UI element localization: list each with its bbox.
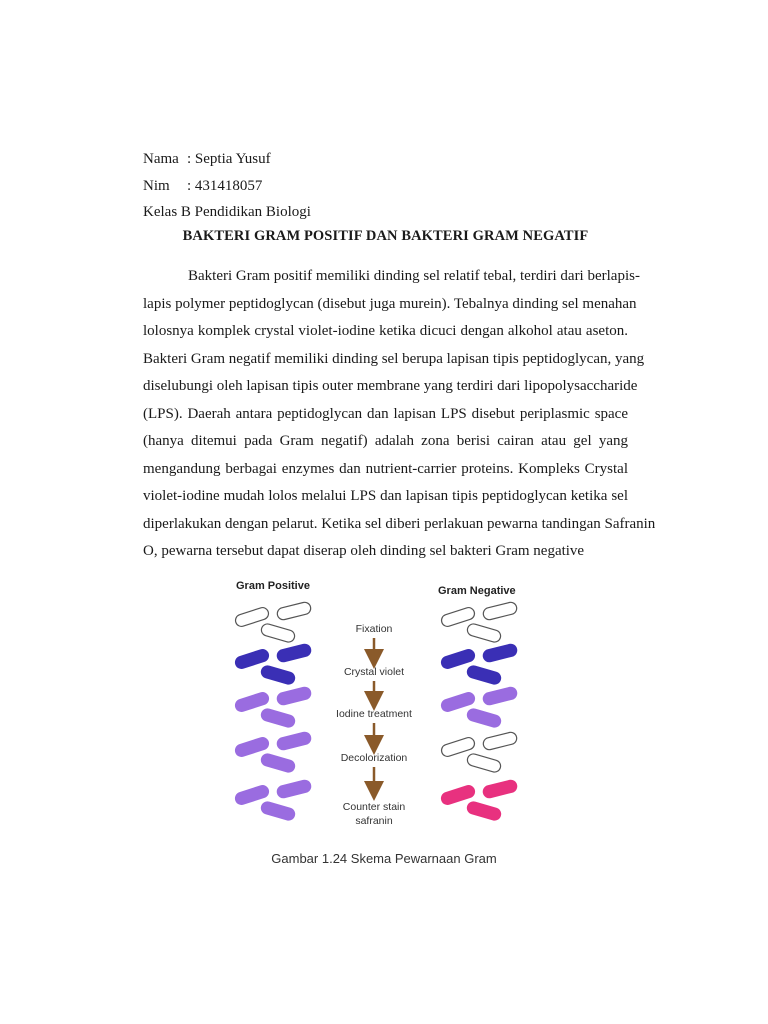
step-counter-stain: Counter stain xyxy=(342,801,406,813)
gram-positive-bacterium-cell xyxy=(276,643,312,663)
gram-negative-bacterium-cell xyxy=(482,686,518,706)
right-cells xyxy=(440,601,518,821)
figure-caption: Gambar 1.24 Skema Pewarnaan Gram xyxy=(271,851,497,866)
paragraph-line: (hanya ditemui pada Gram negatif) adalah zona berisi cairan atau gel yang xyxy=(143,433,628,449)
gram-positive-bacterium-cell xyxy=(260,665,296,686)
gram-negative-bacterium-cell xyxy=(466,623,502,644)
left-cells xyxy=(234,601,312,821)
name-value: : Septia Yusuf xyxy=(187,151,271,167)
student-info xyxy=(143,146,311,226)
gram-negative-bacterium-cell xyxy=(466,753,502,774)
document-title: BAKTERI GRAM POSITIF DAN BAKTERI GRAM NEGATIF xyxy=(182,228,589,244)
gram-positive-bacterium-cell xyxy=(276,601,312,621)
nim-row xyxy=(143,173,311,200)
step-safranin: safranin xyxy=(355,815,393,827)
name-label: Nama xyxy=(143,151,179,167)
gram-stain-figure xyxy=(228,573,540,835)
gram-positive-bacterium-cell xyxy=(260,623,296,644)
gram-negative-bacterium-cell xyxy=(482,731,518,751)
step-iodine-treatment: Iodine treatment xyxy=(336,708,412,720)
paragraph-line: Bakteri Gram negatif memiliki dinding sel berupa lapisan tipis peptidoglycan, yang xyxy=(143,350,645,367)
gram-negative-bacterium-cell xyxy=(466,665,502,686)
gram-negative-bacterium-cell xyxy=(482,779,518,799)
gram-negative-bacterium-cell xyxy=(466,708,502,729)
gram-negative-bacterium-cell xyxy=(466,801,502,822)
gram-positive-bacterium-cell xyxy=(260,753,296,774)
gram-positive-heading: Gram Positive xyxy=(236,580,310,592)
step-decolorization: Decolorization xyxy=(340,752,408,764)
paragraph xyxy=(143,263,656,566)
gram-negative-bacterium-cell xyxy=(482,601,518,621)
paragraph-line: diperlakukan dengan pelarut. Ketika sel diberi perlakuan pewarna tandingan Safranin xyxy=(143,515,656,532)
gram-negative-heading: Gram Negative xyxy=(438,585,516,597)
paragraph-line: lapis polymer peptidoglycan (disebut juga murein). Tebalnya dinding sel menahan xyxy=(143,295,637,312)
gram-negative-bacterium-cell xyxy=(482,643,518,663)
paragraph-line: lolosnya komplek crystal violet-iodine ketika dicuci dengan alkohol atau aseton. xyxy=(143,323,628,339)
paragraph-line: Bakteri Gram positif memiliki dinding sel relatif tebal, terdiri dari berlapis- xyxy=(188,268,640,284)
nim-label: Nim xyxy=(143,177,170,194)
paragraph-line: (LPS). Daerah antara peptidoglycan dan lapisan LPS disebut periplasmic space xyxy=(143,405,628,422)
paragraph-line: violet-iodine mudah lolos melalui LPS dan lapisan tipis peptidoglycan ketika sel xyxy=(143,488,628,504)
gram-positive-bacterium-cell xyxy=(276,779,312,799)
paragraph-line: diselubungi oleh lapisan tipis outer membrane yang terdiri dari lipopolysaccharide xyxy=(143,378,638,394)
paragraph-line: mengandung berbagai enzymes dan nutrient-carrier proteins. Kompleks Crystal xyxy=(143,460,628,477)
step-crystal-violet: Crystal violet xyxy=(343,666,405,678)
gram-positive-bacterium-cell xyxy=(276,686,312,706)
name-row xyxy=(143,146,311,173)
gram-positive-bacterium-cell xyxy=(260,708,296,729)
gram-positive-bacterium-cell xyxy=(276,731,312,751)
paragraph-line: O, pewarna tersebut dapat diserap oleh dinding sel bakteri Gram negative xyxy=(143,543,585,559)
step-fixation: Fixation xyxy=(355,623,393,635)
class-line: Kelas B Pendidikan Biologi xyxy=(143,204,311,220)
gram-positive-bacterium-cell xyxy=(260,801,296,822)
nim-value: : 431418057 xyxy=(187,177,263,194)
